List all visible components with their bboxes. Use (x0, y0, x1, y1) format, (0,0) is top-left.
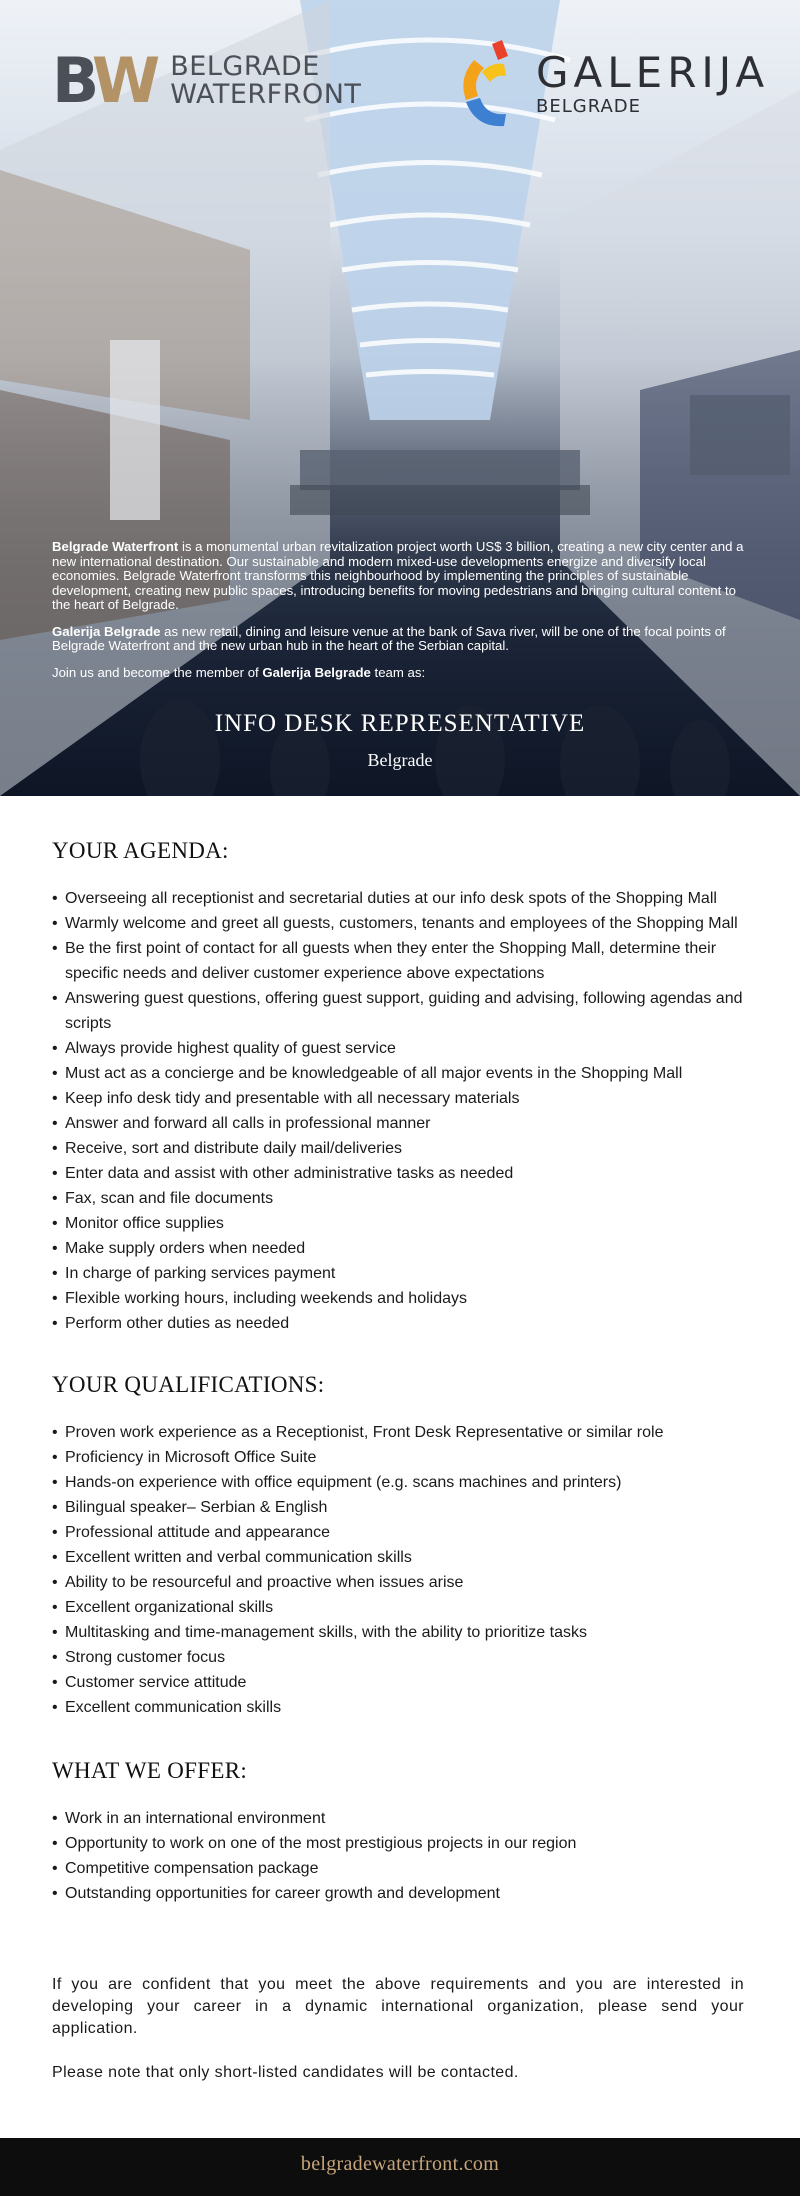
list-item: • Ability to be resourceful and proactive when issues arise (52, 1570, 752, 1595)
logo-bar (0, 0, 800, 150)
list-item: • Excellent organizational skills (52, 1595, 752, 1620)
list-item: • Monitor office supplies (52, 1211, 752, 1236)
agenda-title: YOUR AGENDA: (52, 838, 229, 863)
qualifications-list (52, 1420, 752, 1720)
agenda-list (52, 886, 752, 1336)
intro-p2-text: as new retail, dining and leisure venue at the bank of Sava river, will be one of the focal points of Belgrade Waterfront and the new urban hub in the heart of the Serbian capital. (52, 623, 726, 653)
intro-p3-bold: Galerija Belgrade (262, 664, 371, 680)
list-item: • Outstanding opportunities for career growth and development (52, 1881, 752, 1906)
list-item: • Strong customer focus (52, 1645, 752, 1670)
galerija-logo (452, 38, 769, 132)
intro-paragraph-3 (52, 666, 748, 681)
galerija-logo-icon (452, 38, 522, 132)
offer-section (52, 1758, 752, 1906)
list-item: • Receive, sort and distribute daily mail/deliveries (52, 1136, 752, 1161)
list-item: • Always provide highest quality of guest service (52, 1036, 752, 1061)
list-item: • Work in an international environment (52, 1806, 752, 1831)
list-item: • Competitive compensation package (52, 1856, 752, 1881)
footer (0, 2138, 800, 2196)
list-item: • Multitasking and time-management skills, with the ability to prioritize tasks (52, 1620, 752, 1645)
list-item: • Fax, scan and file documents (52, 1186, 752, 1211)
bw-logo-line1: BELGRADE (170, 51, 320, 82)
list-item: • Perform other duties as needed (52, 1311, 752, 1336)
intro-p3-text: Join us and become the member of (52, 664, 263, 680)
closing-paragraph-1: If you are confident that you meet the above requirements and you are interested in developing your career in a dynamic international organization, please send your application. (52, 1976, 744, 2037)
bw-logo-mark: BW (52, 44, 157, 117)
list-item: • Keep info desk tidy and presentable with all necessary materials (52, 1086, 752, 1111)
list-item: • Proficiency in Microsoft Office Suite (52, 1445, 752, 1470)
closing-paragraph-2: Please note that only short-listed candidates will be contacted. (52, 2064, 519, 2081)
galerija-logo-sub: BELGRADE (536, 96, 642, 117)
closing-text (52, 1974, 744, 2106)
job-location: Belgrade (367, 750, 433, 770)
list-item: • Enter data and assist with other administrative tasks as needed (52, 1161, 752, 1186)
offer-list (52, 1806, 752, 1906)
intro-p1-bold: Belgrade Waterfront (52, 539, 179, 554)
list-item: • Excellent written and verbal communication skills (52, 1545, 752, 1570)
list-item: • In charge of parking services payment (52, 1261, 752, 1286)
intro-text (52, 540, 748, 692)
list-item: • Professional attitude and appearance (52, 1520, 752, 1545)
qualifications-title: YOUR QUALIFICATIONS: (52, 1372, 325, 1397)
bw-logo-line2: WATERFRONT (170, 79, 362, 110)
job-title: INFO DESK REPRESENTATIVE (214, 710, 586, 737)
belgrade-waterfront-logo (52, 44, 362, 117)
list-item: • Customer service attitude (52, 1670, 752, 1695)
list-item: • Flexible working hours, including weekends and holidays (52, 1286, 752, 1311)
intro-paragraph-1 (52, 540, 748, 613)
intro-p3-end: team as: (370, 664, 426, 680)
intro-paragraph-2 (52, 625, 748, 654)
footer-website-link[interactable]: belgradewaterfront.com (300, 2153, 500, 2175)
qualifications-section (52, 1372, 752, 1720)
galerija-logo-name: GALERIJA (536, 48, 770, 97)
list-item: • Make supply orders when needed (52, 1236, 752, 1261)
list-item: • Answering guest questions, offering guest support, guiding and advising, following agendas and scripts (52, 986, 752, 1036)
list-item: • Overseeing all receptionist and secretarial duties at our info desk spots of the Shopping Mall (52, 886, 752, 911)
list-item: • Opportunity to work on one of the most prestigious projects in our region (52, 1831, 752, 1856)
list-item: • Answer and forward all calls in professional manner (52, 1111, 752, 1136)
list-item: • Bilingual speaker– Serbian & English (52, 1495, 752, 1520)
intro-p2-bold: Galerija Belgrade (52, 623, 161, 639)
list-item: • Hands-on experience with office equipment (e.g. scans machines and printers) (52, 1470, 752, 1495)
list-item: • Proven work experience as a Receptionist, Front Desk Representative or similar role (52, 1420, 752, 1445)
agenda-section (52, 838, 752, 1336)
bw-logo-text (170, 53, 361, 109)
intro-p1-text: is a monumental urban revitalization project worth US$ 3 billion, creating a new city center and a new international destination. Our sustainable and modern mixed-use developments energize and diversify local economies. Belgrade Waterfront transforms this neighbourhood by implementing the principles of sustainable development, creating new public spaces, introducing benefits for moving pedestrians and bringing cultural content to the heart of Belgrade. (52, 539, 744, 612)
list-item: • Must act as a concierge and be knowledgeable of all major events in the Shopping Mall (52, 1061, 752, 1086)
hero-banner (0, 0, 800, 796)
offer-title: WHAT WE OFFER: (52, 1758, 248, 1783)
list-item: • Warmly welcome and greet all guests, customers, tenants and employees of the Shopping Mall (52, 911, 752, 936)
list-item: • Be the first point of contact for all guests when they enter the Shopping Mall, determine their specific needs and deliver customer experience above expectations (52, 936, 752, 986)
list-item: • Excellent communication skills (52, 1695, 752, 1720)
